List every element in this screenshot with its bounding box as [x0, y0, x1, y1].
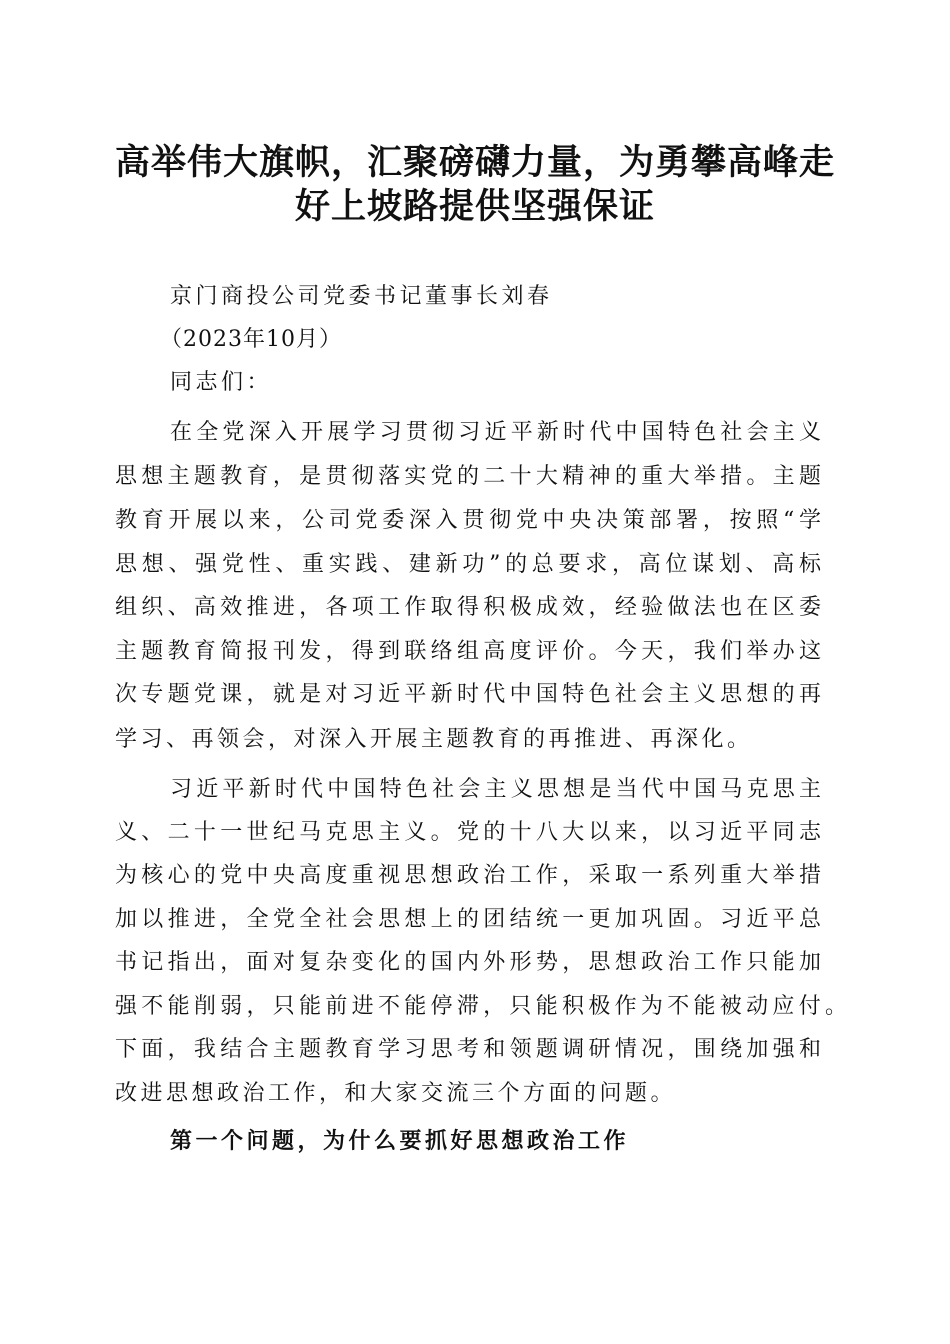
salutation: 同志们：: [170, 370, 273, 395]
date-line: （2023年10月）: [160, 327, 342, 352]
paragraph-line: 在全党深入开展学习贯彻习近平新时代中国特色社会主义: [170, 420, 821, 445]
paragraph-line: 书记指出，面对复杂变化的国内外形势，思想政治工作只能加: [115, 950, 821, 975]
paragraph-line: 组织、高效推进，各项工作取得积极成效，经验做法也在区委: [115, 595, 821, 620]
paragraph-line: 下面，我结合主题教育学习思考和领题调研情况，围绕加强和: [115, 1037, 821, 1062]
paragraph-line: 学习、再领会，对深入开展主题教育的再推进、再深化。: [115, 727, 753, 752]
section-heading: 第一个问题，为什么要抓好思想政治工作: [170, 1128, 630, 1154]
paragraph-line: 为核心的党中央高度重视思想政治工作，采取一系列重大举措: [115, 863, 821, 888]
paragraph-line: 主题教育简报刊发，得到联络组高度评价。今天，我们举办这: [115, 639, 821, 664]
paragraph-line: 次专题党课，就是对习近平新时代中国特色社会主义思想的再: [115, 682, 821, 707]
paragraph-line: 思想、强党性、重实践、建新功”的总要求，高位谋划、高标: [115, 552, 821, 577]
paragraph-line: 义、二十一世纪马克思主义。党的十八大以来，以习近平同志: [115, 820, 821, 845]
document-title-line-2: 好上坡路提供坚强保证: [294, 186, 655, 227]
paragraph-line: 强不能削弱，只能前进不能停滞，只能积极作为不能被动应付。: [115, 994, 847, 1019]
author-line: 京门商投公司党委书记董事长刘春: [170, 284, 553, 309]
paragraph-line: 思想主题教育，是贯彻落实党的二十大精神的重大举措。主题: [115, 464, 821, 489]
paragraph-line: 加以推进，全党全社会思想上的团结统一更加巩固。习近平总: [115, 907, 821, 932]
document-title-line-1: 高举伟大旗帜，汇聚磅礴力量，为勇攀高峰走: [114, 142, 835, 183]
paragraph-line: 习近平新时代中国特色社会主义思想是当代中国马克思主: [170, 777, 821, 802]
paragraph-line: 教育开展以来，公司党委深入贯彻党中央决策部署，按照“学: [115, 508, 821, 533]
paragraph-line: 改进思想政治工作，和大家交流三个方面的问题。: [115, 1081, 677, 1106]
